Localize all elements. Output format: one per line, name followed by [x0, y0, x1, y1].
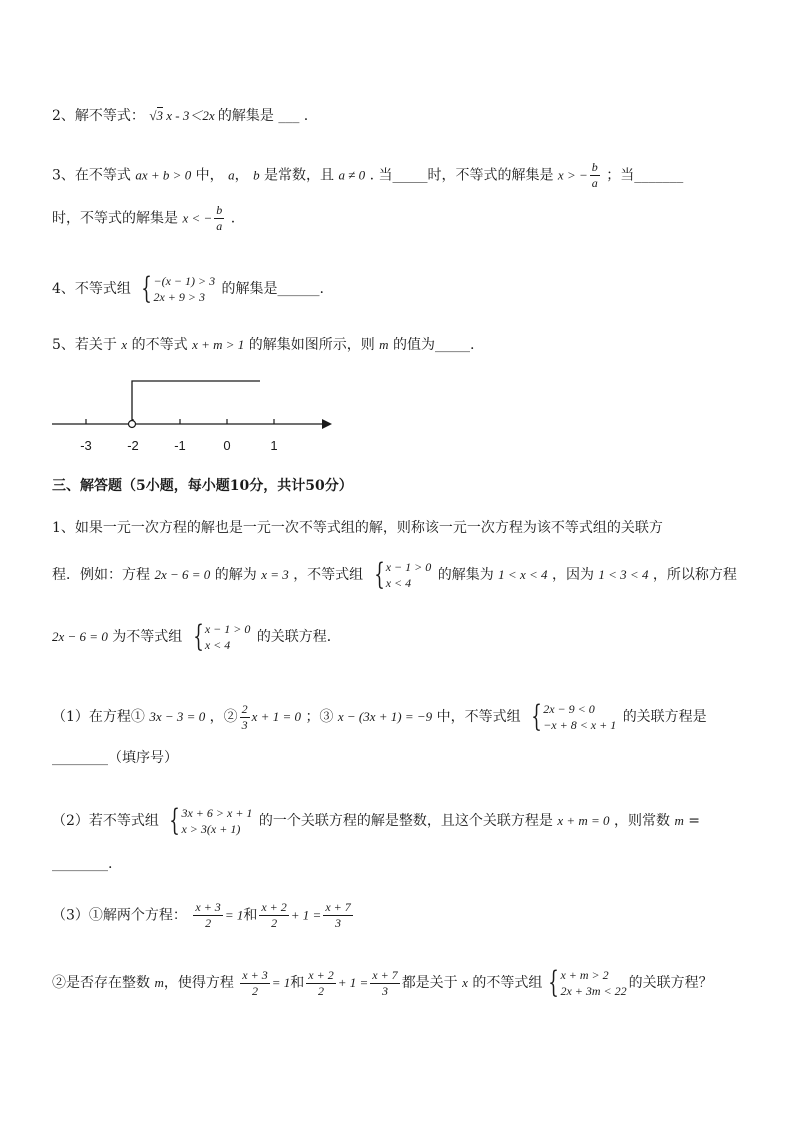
q3-prefix: 3、在不等式	[52, 167, 131, 184]
q4-brace: {	[141, 271, 153, 306]
sub3-frac2	[259, 900, 288, 931]
q5-prefix: 5、若关于	[52, 337, 117, 353]
sub3-frac1	[193, 900, 222, 931]
sub2-brace: {	[169, 803, 181, 838]
sub3-frac2-den: 2	[271, 916, 278, 930]
sub3b-frac3-num: x + 7	[372, 967, 398, 982]
p1-l2-d: 的解集为	[437, 567, 494, 583]
q3-inequality: ax + b > 0	[135, 167, 192, 183]
open-circle-point	[129, 421, 136, 428]
sub3b-x: x	[462, 975, 468, 990]
sub3b-d: 的不等式组	[472, 975, 543, 991]
sub1-sys-line2: −x + 8 < x + 1	[543, 718, 617, 732]
sub3b-frac1	[240, 968, 269, 999]
p1-sys-line1: x − 1 > 0	[385, 560, 432, 574]
q4-line2: 2x + 9 > 3	[153, 290, 205, 304]
sub-question-1	[52, 700, 707, 734]
sub1-fraction	[240, 702, 250, 733]
sub3b-brace: {	[548, 965, 560, 1000]
p1-example-equation: 2x − 6 = 0	[154, 567, 211, 582]
q3-b: b	[253, 167, 260, 183]
sub3-frac1-den: 2	[205, 916, 212, 930]
sub3-frac3-den: 3	[335, 916, 342, 930]
p1-brace: {	[373, 557, 385, 592]
sub3b-sys-line1: x + m > 2	[560, 968, 609, 982]
sub2-d: =	[688, 813, 701, 829]
q3-line2-prefix: 时，不等式的解集是	[52, 210, 178, 227]
sub1-brace: {	[531, 699, 542, 734]
problem-1-line3	[52, 620, 341, 654]
p1-example-system	[370, 558, 432, 592]
sub3b-frac2-den: 2	[317, 983, 324, 998]
question-3-line2	[52, 203, 235, 234]
sub3b-frac3	[370, 968, 399, 999]
question-3	[52, 160, 683, 191]
q3-mid4: ；当_______	[606, 167, 684, 184]
sub2-sys-line1: 3x + 6 > x + 1	[181, 806, 253, 820]
p1-l3-a: 为不等式组	[112, 629, 183, 645]
sub-question-3-part2	[52, 966, 713, 1000]
sub3b-frac2-num: x + 2	[308, 967, 334, 982]
p1-sys-line2: x < 4	[385, 576, 412, 590]
q3-frac2-den: a	[216, 219, 223, 233]
number-line-tick-label: 1	[270, 438, 278, 453]
number-line-tick-label: -2	[127, 438, 139, 453]
number-line-tick-label: -3	[80, 438, 92, 453]
sub3b-a: ②是否存在整数	[52, 975, 150, 991]
q3-frac1-den: a	[591, 176, 598, 190]
q2-prefix: 2、解不等式：	[52, 108, 145, 124]
p1-l3-sys-line2: x < 4	[204, 638, 231, 652]
sub3b-and: 和	[290, 975, 305, 991]
question-2	[52, 106, 308, 126]
q4-line1: −(x − 1) > 3	[153, 274, 216, 288]
question-4	[52, 272, 324, 306]
sub1-frac-num: 2	[241, 701, 248, 716]
sub3-eq-a: = 1	[224, 907, 244, 923]
q3-mid2: 是常数，且	[264, 167, 335, 184]
sub2-a: （2）若不等式组	[52, 813, 159, 829]
q5-inequality: x + m > 1	[192, 337, 245, 352]
q3-fraction-1	[590, 160, 600, 191]
sub3-a: （3）①解两个方程：	[52, 907, 187, 924]
sub1-sys-line1: 2x − 9 < 0	[543, 702, 595, 716]
sub3-frac1-num: x + 3	[195, 900, 221, 914]
sub3b-eq-a: = 1	[271, 975, 291, 990]
q2-suffix: 的解集是 ___ .	[217, 108, 309, 124]
number-line-figure	[50, 370, 340, 462]
q2-sqrt-radicand: 3	[156, 108, 164, 123]
sub3b-c: 都是关于	[401, 975, 458, 991]
sub3-frac3	[323, 900, 352, 931]
sub1-frac-den: 3	[241, 717, 248, 732]
q3-mid1: 中，	[195, 167, 224, 184]
sub3b-system	[544, 966, 626, 1000]
sub3b-b: ，使得方程	[163, 975, 234, 991]
p1-x3: x = 3	[261, 567, 289, 582]
q5-m: m	[379, 337, 389, 352]
q5-x: x	[121, 337, 128, 352]
p1-l3-system	[189, 620, 251, 654]
number-line-tick-label: -1	[174, 438, 186, 453]
sub3-plus: + 1 =	[290, 907, 322, 923]
p1-l2-b: 的解为	[214, 567, 257, 583]
sub1-system	[527, 700, 616, 734]
sub2-b: 的一个关联方程的解是整数，且这个关联方程是	[258, 813, 553, 829]
sub-question-2-line2: ________.	[52, 856, 113, 872]
p1-l3-brace: {	[193, 619, 204, 654]
number-line-tick-label: 0	[223, 438, 231, 453]
sub2-m: m	[674, 813, 684, 828]
p1-check: 1 < 3 < 4	[598, 567, 649, 582]
q3-frac1-num: b	[591, 160, 598, 174]
sub1-d: 中，不等式组	[436, 709, 521, 725]
sub3-and: 和	[243, 907, 258, 924]
sub2-system	[165, 804, 252, 838]
p1-l3-b: 的关联方程．	[256, 629, 341, 645]
number-line-arrow	[322, 419, 332, 429]
sub2-sys-line2: x > 3(x + 1)	[181, 822, 241, 836]
q3-fraction-2	[214, 203, 224, 234]
section-heading: 三、解答题（5小题，每小题10分，共计50分）	[52, 478, 353, 494]
p1-l2-e: ，因为	[551, 567, 594, 583]
sub1-a: （1）在方程①	[52, 709, 145, 725]
sub3-frac2-num: x + 2	[261, 900, 287, 914]
question-5	[52, 335, 474, 355]
problem-1-line1: 1、如果一元一次方程的解也是一元一次不等式组的解，则称该一元一次方程为该不等式组的关联方	[52, 520, 663, 536]
q4-system	[137, 272, 215, 306]
sub3b-e: 的关联方程？	[628, 975, 713, 991]
p1-l2-c: ，不等式组	[293, 567, 364, 583]
sub3-frac3-num: x + 7	[325, 900, 351, 914]
sub1-b: ，②	[209, 709, 238, 725]
sub1-e: 的关联方程是	[622, 709, 707, 725]
q3-frac2-num: b	[216, 203, 223, 217]
sub3b-frac1-den: 2	[252, 983, 259, 998]
sub3b-frac2	[306, 968, 335, 999]
problem-1-line2	[52, 558, 737, 592]
q5-mid2: 的解集如图所示，则	[248, 337, 375, 353]
q2-expression: √3 x - 3＜2x	[149, 108, 215, 123]
q3-comma: ，	[234, 167, 249, 184]
q5-mid1: 的不等式	[131, 337, 188, 353]
q4-suffix: 的解集是______.	[221, 281, 324, 297]
sub3b-frac1-num: x + 3	[242, 967, 268, 982]
sub2-c: ，则常数	[613, 813, 670, 829]
sub1-c: ；③	[305, 709, 334, 725]
sub-question-1-line2: ________（填序号）	[52, 750, 178, 766]
q2-expr: x - 3＜2x	[166, 108, 215, 123]
p1-l2-f: ，所以称方程	[652, 567, 737, 583]
q3-x-gt: x > −	[557, 167, 588, 183]
q3-x-lt: x < −	[182, 210, 213, 226]
solution-bracket	[132, 381, 260, 420]
sub3b-m: m	[154, 975, 164, 990]
sub-question-3-part1	[52, 900, 355, 931]
p1-l3-sys-line1: x − 1 > 0	[204, 622, 251, 636]
q4-prefix: 4、不等式组	[52, 281, 131, 297]
sub1-eq3: x − (3x + 1) = −9	[337, 709, 433, 724]
q3-a: a	[228, 167, 235, 183]
sub1-eq2: x + 1 = 0	[251, 709, 301, 724]
p1-solution-set: 1 < x < 4	[498, 567, 548, 582]
sub1-eq1: 3x − 3 = 0	[149, 709, 206, 724]
p1-l2-a: 程．例如：方程	[52, 567, 150, 583]
sub3b-plus: + 1 =	[337, 975, 369, 990]
q5-suffix: 的值为_____.	[393, 337, 475, 353]
sub-question-2	[52, 804, 700, 838]
sub2-equation: x + m = 0	[557, 813, 610, 828]
q3-a-neq-0: a ≠ 0	[338, 167, 366, 183]
sub3b-frac3-den: 3	[381, 983, 388, 998]
p1-l3-equation: 2x − 6 = 0	[52, 629, 108, 644]
q3-line2-suffix: .	[230, 210, 236, 227]
sub3b-sys-line2: 2x + 3m < 22	[560, 984, 627, 998]
q3-mid3: . 当_____时，不等式的解集是	[369, 167, 554, 184]
